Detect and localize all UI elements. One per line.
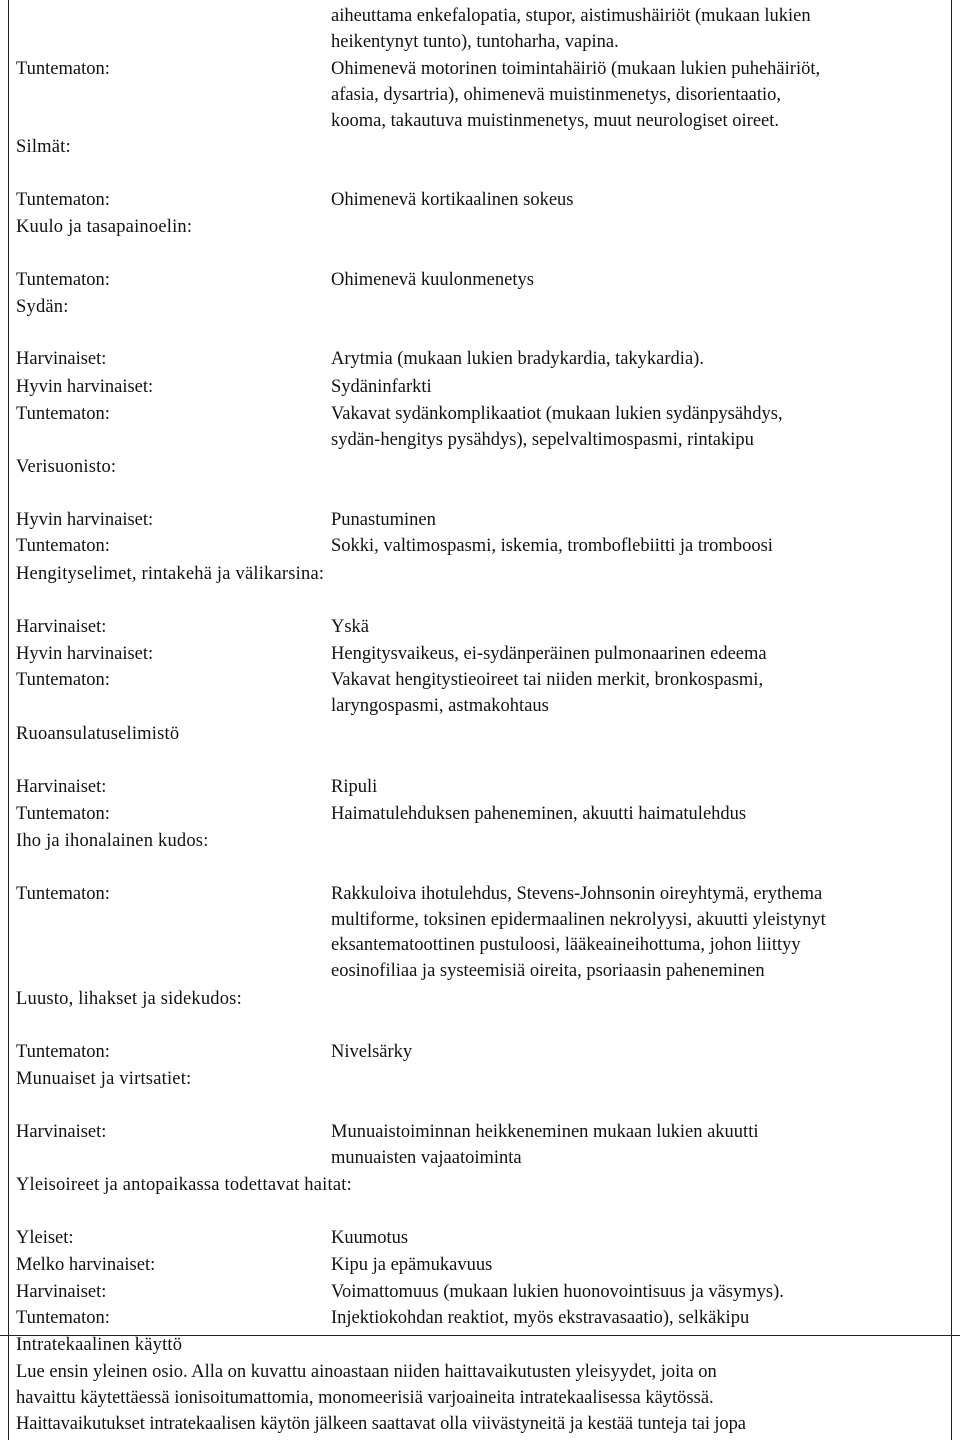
row-21-text-3: eosinofiliaa ja systeemisiä oireita, psoriaasin paheneminen [331,961,765,981]
row-9-text-1: sydän-hengitys pysähdys), sepelvaltimospasmi, rintakipu [331,430,754,450]
row-30-text-0: Injektiokohdan reaktiot, myös ekstravasaatio), selkäkipu [331,1308,750,1328]
section-eyes: Silmät: [16,137,71,157]
row-12-text-0: Sokki, valtimospasmi, iskemia, tromboflebiitti ja tromboosi [331,536,773,556]
row-18-text-0: Ripuli [331,777,378,797]
row-18-label: Harvinaiset: [16,777,107,797]
row-11-label: Hyvin harvinaiset: [16,510,154,530]
row-23-text-0: Nivelsärky [331,1042,413,1062]
row-21-label: Tuntematon: [16,884,110,904]
row-16-text-1: laryngospasmi, astmakohtaus [331,696,549,716]
row-19-text-0: Haimatulehduksen paheneminen, akuutti haimatulehdus [331,804,747,824]
section-vascular: Verisuonisto: [16,457,117,477]
section-gastrointestinal: Ruoansulatuselimistö [16,724,180,744]
row-30-label: Tuntematon: [16,1308,110,1328]
row-1-text-2: kooma, takautuva muistinmenetys, muut neurologiset oireet. [331,111,780,131]
row-12-label: Tuntematon: [16,536,110,556]
row-1-text-0: Ohimenevä motorinen toimintahäiriö (mukaan lukien puhehäiriöt, [331,59,821,79]
row-15-text-0: Hengitysvaikeus, ei-sydänperäinen pulmonaarinen edeema [331,644,767,664]
row-27-text-0: Kuumotus [331,1228,409,1248]
row-14-text-0: Yskä [331,617,370,637]
section-renal: Munuaiset ja virtsatiet: [16,1069,192,1089]
section-musculoskeletal: Luusto, lihakset ja sidekudos: [16,989,242,1009]
footer-paragraph-line-1: havaittu käytettäessä ionisoitumattomia, monomeerisiä varjoaineita intratekaalisessa käytössä. [16,1388,714,1408]
row-3-text-0: Ohimenevä kortikaalinen sokeus [331,190,574,210]
row-3-label: Tuntematon: [16,190,110,210]
section-heart: Sydän: [16,297,69,317]
row-9-label: Tuntematon: [16,404,110,424]
row-0-text-0: aiheuttama enkefalopatia, stupor, aistimushäiriöt (mukaan lukien [331,6,811,26]
row-29-label: Harvinaiset: [16,1282,107,1302]
row-15-label: Hyvin harvinaiset: [16,644,154,664]
row-5-label: Tuntematon: [16,270,110,290]
row-11-text-0: Punastuminen [331,510,436,530]
row-8-text-0: Sydäninfarkti [331,377,432,397]
row-25-label: Harvinaiset: [16,1122,107,1142]
row-21-text-0: Rakkuloiva ihotulehdus, Stevens-Johnsonin oireyhtymä, erythema [331,884,823,904]
row-0-text-1: heikentynyt tunto), tuntoharha, vapina. [331,32,619,52]
intrathecal-heading: Intratekaalinen käyttö [16,1335,183,1355]
row-16-text-0: Vakavat hengitystieoireet tai niiden merkit, bronkospasmi, [331,670,764,690]
row-8-label: Hyvin harvinaiset: [16,377,154,397]
row-14-label: Harvinaiset: [16,617,107,637]
row-28-text-0: Kipu ja epämukavuus [331,1255,493,1275]
section-skin: Iho ja ihonalainen kudos: [16,831,209,851]
row-29-text-0: Voimattomuus (mukaan lukien huonovointisuus ja väsymys). [331,1282,784,1302]
section-hearing: Kuulo ja tasapainoelin: [16,217,193,237]
row-23-label: Tuntematon: [16,1042,110,1062]
footer-paragraph-line-0: Lue ensin yleinen osio. Alla on kuvattu ainoastaan niiden haittavaikutusten yleisyydet, joita on [16,1362,717,1382]
footer-paragraph-line-2: Haittavaikutukset intratekaalisen käytön jälkeen saattavat olla viivästyneitä ja kestää tunteja tai jopa [16,1414,746,1434]
row-9-text-0: Vakavat sydänkomplikaatiot (mukaan lukien sydänpysähdys, [331,404,783,424]
section-respiratory: Hengityselimet, rintakehä ja välikarsina: [16,564,325,584]
row-28-label: Melko harvinaiset: [16,1255,156,1275]
row-1-label: Tuntematon: [16,59,110,79]
row-5-text-0: Ohimenevä kuulonmenetys [331,270,534,290]
row-25-text-1: munuaisten vajaatoiminta [331,1148,522,1168]
row-19-label: Tuntematon: [16,804,110,824]
row-27-label: Yleiset: [16,1228,74,1248]
row-7-label: Harvinaiset: [16,349,107,369]
row-21-text-1: multiforme, toksinen epidermaalinen nekrolyysi, akuutti yleistynyt [331,910,826,930]
row-16-label: Tuntematon: [16,670,110,690]
row-7-text-0: Arytmia (mukaan lukien bradykardia, takykardia). [331,349,704,369]
row-25-text-0: Munuaistoiminnan heikkeneminen mukaan lukien akuutti [331,1122,759,1142]
row-21-text-2: eksantematoottinen pustuloosi, lääkeaineihottuma, johon liittyy [331,935,801,955]
row-1-text-1: afasia, dysartria), ohimenevä muistinmenetys, disorientaatio, [331,85,782,105]
section-general: Yleisoireet ja antopaikassa todettavat haitat: [16,1175,352,1195]
